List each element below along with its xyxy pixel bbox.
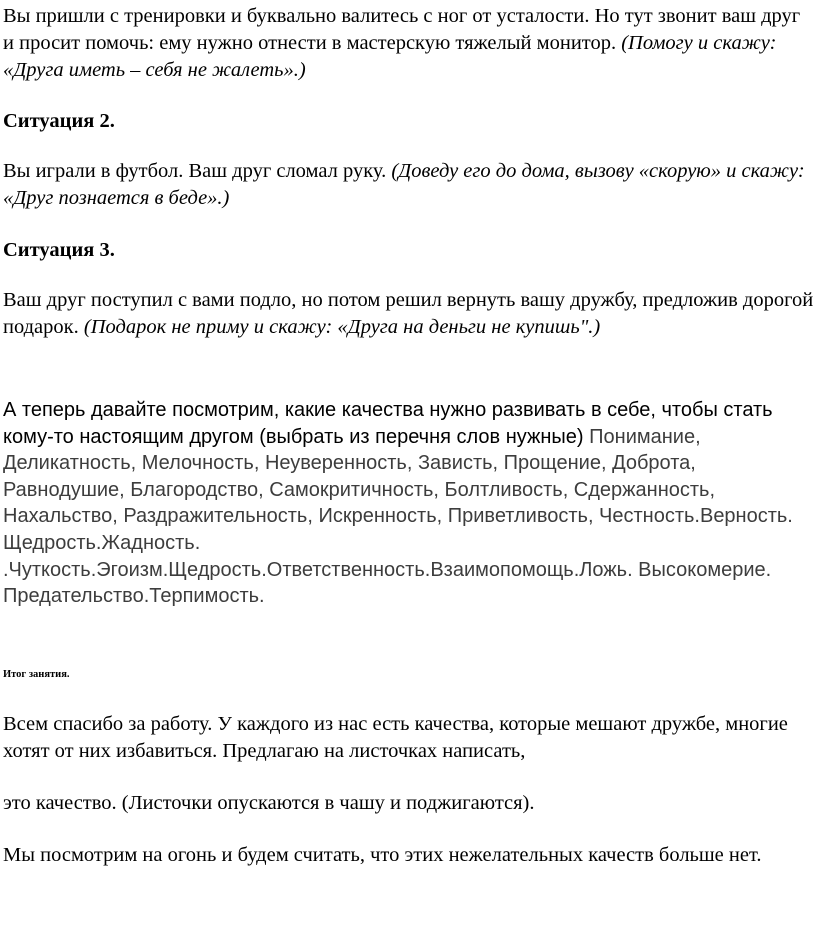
situation-3-text: Ваш друг поступил с вами подло, но потом решил вернуть вашу дружбу, предложив дорогой подарок.: [3, 289, 814, 338]
situation-3-paragraph: [3, 287, 814, 341]
situation-1-answer: (Помогу и скажу: «Друга иметь – себя не жалеть».): [3, 32, 777, 81]
summary-paragraph-3: Мы посмотрим на огонь и будем считать, что этих нежелательных качеств больше нет.: [3, 844, 762, 866]
situation-2-text: Вы играли в футбол. Ваш друг сломал руку.: [3, 160, 387, 182]
summary-heading: Итог занятия.: [3, 669, 70, 680]
qualities-list: Понимание, Деликатность, Мелочность, Неуверенность, Зависть, Прощение, Доброта, Равнодушие, Благородство, Самокритичность, Болтливость, Сдержанность, Нахальство, Раздражительность, Искренность, Приветливость, Честность.Верность. Щедрость.Жадность. .Чуткость.Эгоизм.Щедрость.Ответственность.Взаимопомощь.Ложь. Высокомерие. Предательство.Терпимость.: [3, 425, 793, 608]
situation-2-heading: Ситуация 2.: [3, 110, 115, 132]
situation-2-paragraph: [3, 158, 814, 212]
situation-1-paragraph: [3, 3, 814, 84]
situation-2-answer: (Доведу его до дома, вызову «скорую» и скажу: «Друг познается в беде».): [3, 160, 805, 209]
qualities-prompt: А теперь давайте посмотрим, какие качества нужно развивать в себе, чтобы стать кому-то настоящим другом (выбрать из перечня слов нужные): [3, 399, 773, 448]
summary-paragraph-2: это качество. (Листочки опускаются в чашу и поджигаются).: [3, 792, 535, 814]
situation-3-heading: Ситуация 3.: [3, 239, 115, 261]
summary-paragraph-1: Всем спасибо за работу. У каждого из нас есть качества, которые мешают дружбе, многие хотят от них избавиться. Предлагаю на листочках написать,: [3, 713, 788, 762]
situation-1-text: Вы пришли с тренировки и буквально валитесь с ног от усталости. Но тут звонит ваш друг и просит помочь: ему нужно отнести в мастерскую тяжелый монитор.: [3, 5, 801, 54]
qualities-block: [3, 397, 814, 610]
situation-3-answer: (Подарок не приму и скажу: «Друга на деньги не купишь".): [83, 316, 601, 338]
